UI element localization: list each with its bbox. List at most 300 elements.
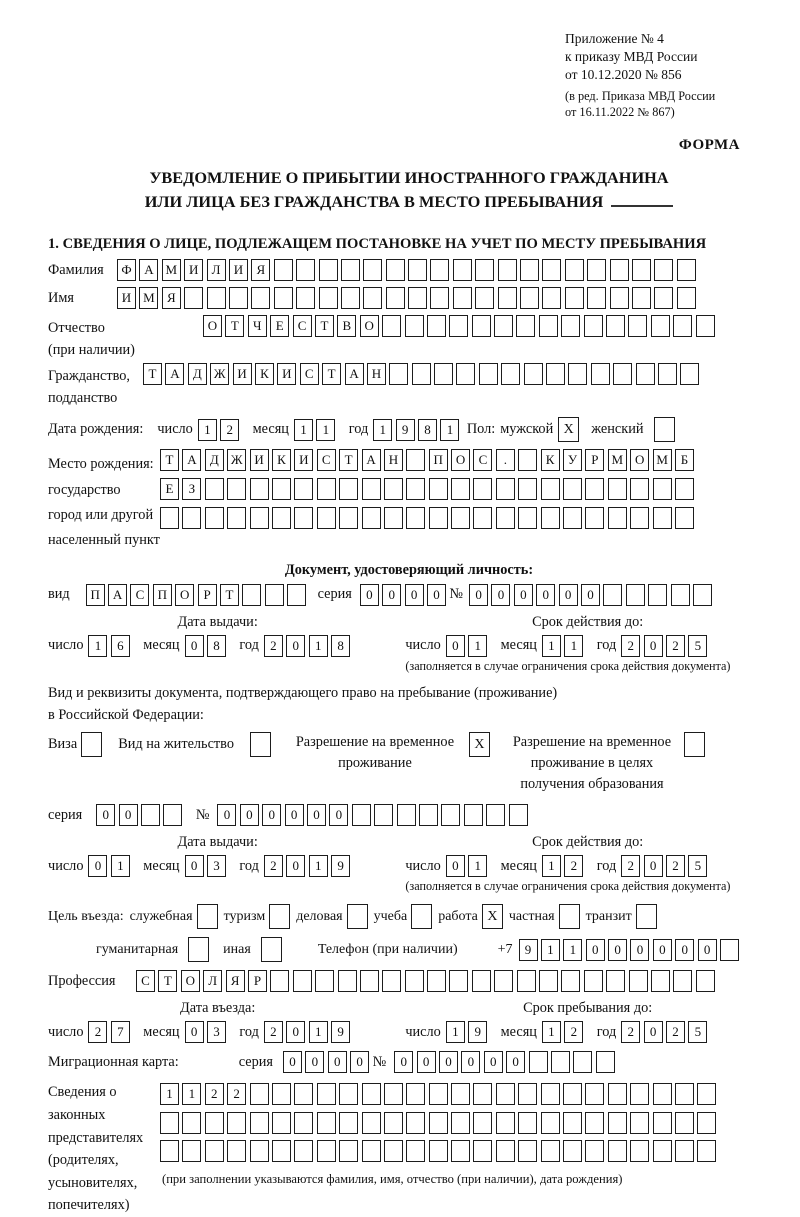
entry-day-input[interactable] <box>88 1021 133 1043</box>
char-box[interactable] <box>680 363 699 385</box>
char-box[interactable]: Т <box>339 449 358 471</box>
char-box[interactable] <box>563 1140 582 1162</box>
char-box[interactable] <box>405 315 424 337</box>
char-box[interactable] <box>451 1140 470 1162</box>
char-box[interactable]: 0 <box>644 1021 663 1043</box>
char-box[interactable]: 1 <box>294 419 313 441</box>
char-box[interactable]: О <box>360 315 379 337</box>
char-box[interactable]: Д <box>205 449 224 471</box>
char-box[interactable] <box>626 584 645 606</box>
residence-number-input[interactable] <box>217 804 530 826</box>
char-box[interactable] <box>274 259 293 281</box>
purpose-work-checkbox[interactable]: X <box>482 904 503 929</box>
char-box[interactable] <box>205 478 224 500</box>
residence-issue-year-input[interactable] <box>264 855 354 877</box>
char-box[interactable]: 0 <box>491 584 510 606</box>
char-box[interactable]: 0 <box>644 635 663 657</box>
char-box[interactable]: А <box>182 449 201 471</box>
char-box[interactable] <box>596 1051 615 1073</box>
char-box[interactable] <box>184 287 203 309</box>
birth-place-input-row3[interactable] <box>160 507 697 529</box>
char-box[interactable] <box>563 1083 582 1105</box>
char-box[interactable]: 1 <box>160 1083 179 1105</box>
char-box[interactable]: 0 <box>328 1051 347 1073</box>
char-box[interactable]: 2 <box>205 1083 224 1105</box>
purpose-business-checkbox[interactable] <box>197 904 218 929</box>
char-box[interactable]: 0 <box>119 804 138 826</box>
char-box[interactable]: А <box>362 449 381 471</box>
char-box[interactable]: Е <box>160 478 179 500</box>
char-box[interactable]: 2 <box>220 419 239 441</box>
char-box[interactable] <box>568 363 587 385</box>
char-box[interactable] <box>541 1083 560 1105</box>
char-box[interactable]: 7 <box>111 1021 130 1043</box>
char-box[interactable]: П <box>86 584 105 606</box>
char-box[interactable]: 0 <box>698 939 717 961</box>
visa-checkbox[interactable] <box>81 732 102 757</box>
char-box[interactable] <box>630 1083 649 1105</box>
char-box[interactable] <box>496 1140 515 1162</box>
char-box[interactable]: К <box>272 449 291 471</box>
char-box[interactable] <box>509 804 528 826</box>
char-box[interactable] <box>473 1140 492 1162</box>
char-box[interactable] <box>397 804 416 826</box>
char-box[interactable] <box>287 584 306 606</box>
residence-valid-day-input[interactable] <box>446 855 491 877</box>
char-box[interactable] <box>606 970 625 992</box>
char-box[interactable]: С <box>317 449 336 471</box>
temp-residence-checkbox[interactable]: X <box>469 732 490 757</box>
char-box[interactable]: 0 <box>630 939 649 961</box>
doc-valid-year-input[interactable] <box>621 635 711 657</box>
char-box[interactable] <box>473 507 492 529</box>
char-box[interactable]: Ч <box>248 315 267 337</box>
char-box[interactable] <box>628 315 647 337</box>
char-box[interactable] <box>272 478 291 500</box>
migration-number-input[interactable] <box>394 1051 618 1073</box>
char-box[interactable] <box>451 1112 470 1134</box>
char-box[interactable] <box>319 259 338 281</box>
char-box[interactable]: 0 <box>608 939 627 961</box>
char-box[interactable] <box>294 1140 313 1162</box>
char-box[interactable]: 0 <box>285 804 304 826</box>
char-box[interactable] <box>693 584 712 606</box>
char-box[interactable]: 2 <box>88 1021 107 1043</box>
char-box[interactable]: А <box>108 584 127 606</box>
purpose-commercial-checkbox[interactable] <box>347 904 368 929</box>
surname-input[interactable] <box>117 259 699 281</box>
char-box[interactable] <box>496 1083 515 1105</box>
char-box[interactable] <box>408 259 427 281</box>
char-box[interactable] <box>429 1112 448 1134</box>
char-box[interactable] <box>163 804 182 826</box>
char-box[interactable] <box>496 507 515 529</box>
doc-issue-day-input[interactable] <box>88 635 133 657</box>
birth-place-input-row2[interactable] <box>160 478 697 500</box>
char-box[interactable]: 0 <box>382 584 401 606</box>
char-box[interactable] <box>386 259 405 281</box>
char-box[interactable]: 1 <box>446 1021 465 1043</box>
residence-issue-day-input[interactable] <box>88 855 133 877</box>
char-box[interactable] <box>227 1112 246 1134</box>
char-box[interactable]: М <box>653 449 672 471</box>
stay-year-input[interactable] <box>621 1021 711 1043</box>
char-box[interactable]: 1 <box>309 1021 328 1043</box>
purpose-humanitarian-checkbox[interactable] <box>188 937 209 962</box>
char-box[interactable] <box>673 315 692 337</box>
char-box[interactable]: 1 <box>88 635 107 657</box>
char-box[interactable]: Я <box>251 259 270 281</box>
char-box[interactable] <box>294 1083 313 1105</box>
residence-issue-month-input[interactable] <box>185 855 230 877</box>
char-box[interactable] <box>517 970 536 992</box>
char-box[interactable] <box>585 1140 604 1162</box>
char-box[interactable]: 0 <box>240 804 259 826</box>
char-box[interactable] <box>608 507 627 529</box>
char-box[interactable] <box>486 804 505 826</box>
char-box[interactable] <box>250 478 269 500</box>
char-box[interactable]: А <box>139 259 158 281</box>
char-box[interactable]: 2 <box>564 855 583 877</box>
char-box[interactable] <box>250 1083 269 1105</box>
char-box[interactable]: 1 <box>564 635 583 657</box>
char-box[interactable] <box>541 1112 560 1134</box>
char-box[interactable] <box>341 259 360 281</box>
char-box[interactable]: 9 <box>331 1021 350 1043</box>
char-box[interactable] <box>610 259 629 281</box>
char-box[interactable]: Б <box>675 449 694 471</box>
char-box[interactable]: 1 <box>542 635 561 657</box>
char-box[interactable] <box>362 1112 381 1134</box>
char-box[interactable]: 0 <box>439 1051 458 1073</box>
char-box[interactable]: 1 <box>541 939 560 961</box>
char-box[interactable] <box>518 449 537 471</box>
char-box[interactable] <box>654 287 673 309</box>
char-box[interactable]: 1 <box>468 855 487 877</box>
char-box[interactable] <box>584 315 603 337</box>
char-box[interactable]: 9 <box>331 855 350 877</box>
char-box[interactable] <box>654 259 673 281</box>
char-box[interactable] <box>675 507 694 529</box>
char-box[interactable] <box>473 478 492 500</box>
char-box[interactable] <box>591 363 610 385</box>
doc-number-input[interactable] <box>469 584 715 606</box>
char-box[interactable] <box>632 287 651 309</box>
char-box[interactable] <box>294 507 313 529</box>
char-box[interactable]: А <box>345 363 364 385</box>
sex-female-checkbox[interactable] <box>654 417 675 442</box>
char-box[interactable] <box>205 1112 224 1134</box>
char-box[interactable] <box>539 970 558 992</box>
char-box[interactable] <box>675 478 694 500</box>
char-box[interactable]: Н <box>367 363 386 385</box>
birth-day-input[interactable] <box>198 419 243 441</box>
char-box[interactable] <box>451 1083 470 1105</box>
char-box[interactable] <box>360 970 379 992</box>
char-box[interactable] <box>653 1083 672 1105</box>
citizenship-input[interactable] <box>143 363 703 385</box>
char-box[interactable] <box>529 1051 548 1073</box>
char-box[interactable]: 0 <box>417 1051 436 1073</box>
doc-type-input[interactable] <box>86 584 310 606</box>
char-box[interactable] <box>524 363 543 385</box>
char-box[interactable] <box>441 804 460 826</box>
char-box[interactable] <box>636 363 655 385</box>
char-box[interactable]: Ж <box>210 363 229 385</box>
char-box[interactable] <box>565 287 584 309</box>
representatives-input-row1[interactable] <box>160 1083 720 1105</box>
char-box[interactable] <box>606 315 625 337</box>
char-box[interactable]: С <box>130 584 149 606</box>
purpose-private-checkbox[interactable] <box>559 904 580 929</box>
char-box[interactable] <box>498 259 517 281</box>
char-box[interactable] <box>160 507 179 529</box>
char-box[interactable] <box>250 507 269 529</box>
char-box[interactable]: 0 <box>305 1051 324 1073</box>
char-box[interactable] <box>632 259 651 281</box>
char-box[interactable] <box>419 804 438 826</box>
char-box[interactable] <box>453 287 472 309</box>
char-box[interactable]: 0 <box>217 804 236 826</box>
char-box[interactable] <box>651 970 670 992</box>
char-box[interactable] <box>630 1112 649 1134</box>
char-box[interactable]: 0 <box>283 1051 302 1073</box>
char-box[interactable] <box>182 1112 201 1134</box>
patronymic-input[interactable] <box>203 315 718 337</box>
char-box[interactable] <box>339 1140 358 1162</box>
char-box[interactable]: 0 <box>286 1021 305 1043</box>
char-box[interactable] <box>451 507 470 529</box>
char-box[interactable] <box>339 1112 358 1134</box>
char-box[interactable] <box>363 287 382 309</box>
char-box[interactable] <box>675 1140 694 1162</box>
purpose-tourism-checkbox[interactable] <box>269 904 290 929</box>
char-box[interactable]: 0 <box>586 939 605 961</box>
char-box[interactable]: В <box>337 315 356 337</box>
char-box[interactable] <box>584 970 603 992</box>
char-box[interactable] <box>317 507 336 529</box>
char-box[interactable] <box>585 507 604 529</box>
entry-year-input[interactable] <box>264 1021 354 1043</box>
char-box[interactable]: 0 <box>446 635 465 657</box>
sex-male-checkbox[interactable]: X <box>558 417 579 442</box>
char-box[interactable] <box>227 507 246 529</box>
char-box[interactable]: М <box>139 287 158 309</box>
representatives-input-row3[interactable] <box>160 1140 720 1162</box>
char-box[interactable] <box>317 478 336 500</box>
char-box[interactable]: 2 <box>564 1021 583 1043</box>
char-box[interactable] <box>563 1112 582 1134</box>
char-box[interactable]: И <box>277 363 296 385</box>
char-box[interactable]: 9 <box>468 1021 487 1043</box>
char-box[interactable] <box>205 507 224 529</box>
char-box[interactable]: 0 <box>329 804 348 826</box>
char-box[interactable]: 0 <box>446 855 465 877</box>
char-box[interactable] <box>546 363 565 385</box>
char-box[interactable] <box>696 970 715 992</box>
doc-series-input[interactable] <box>360 584 450 606</box>
char-box[interactable]: 2 <box>666 855 685 877</box>
char-box[interactable] <box>430 259 449 281</box>
char-box[interactable] <box>518 478 537 500</box>
char-box[interactable]: 2 <box>666 1021 685 1043</box>
char-box[interactable] <box>697 1140 716 1162</box>
char-box[interactable]: Т <box>322 363 341 385</box>
char-box[interactable] <box>408 287 427 309</box>
char-box[interactable]: О <box>451 449 470 471</box>
stay-day-input[interactable] <box>446 1021 491 1043</box>
char-box[interactable]: Е <box>270 315 289 337</box>
char-box[interactable]: Ж <box>227 449 246 471</box>
char-box[interactable] <box>673 970 692 992</box>
char-box[interactable] <box>406 478 425 500</box>
char-box[interactable]: 9 <box>396 419 415 441</box>
char-box[interactable] <box>518 1083 537 1105</box>
char-box[interactable] <box>630 1140 649 1162</box>
char-box[interactable]: Т <box>143 363 162 385</box>
char-box[interactable] <box>406 507 425 529</box>
char-box[interactable] <box>160 1112 179 1134</box>
char-box[interactable]: С <box>300 363 319 385</box>
char-box[interactable] <box>362 478 381 500</box>
char-box[interactable]: 0 <box>675 939 694 961</box>
char-box[interactable] <box>587 259 606 281</box>
char-box[interactable]: М <box>608 449 627 471</box>
char-box[interactable]: О <box>203 315 222 337</box>
char-box[interactable] <box>653 507 672 529</box>
char-box[interactable] <box>610 287 629 309</box>
char-box[interactable] <box>475 287 494 309</box>
char-box[interactable] <box>585 478 604 500</box>
representatives-input-row2[interactable] <box>160 1112 720 1134</box>
char-box[interactable]: 1 <box>563 939 582 961</box>
char-box[interactable] <box>541 507 560 529</box>
char-box[interactable] <box>427 315 446 337</box>
char-box[interactable]: О <box>181 970 200 992</box>
char-box[interactable]: 3 <box>207 1021 226 1043</box>
char-box[interactable] <box>561 315 580 337</box>
doc-valid-month-input[interactable] <box>542 635 587 657</box>
char-box[interactable]: 5 <box>688 635 707 657</box>
char-box[interactable] <box>542 287 561 309</box>
char-box[interactable]: 1 <box>542 855 561 877</box>
char-box[interactable] <box>317 1083 336 1105</box>
char-box[interactable]: И <box>184 259 203 281</box>
char-box[interactable] <box>412 363 431 385</box>
char-box[interactable] <box>406 1140 425 1162</box>
char-box[interactable] <box>315 970 334 992</box>
char-box[interactable]: С <box>136 970 155 992</box>
char-box[interactable] <box>675 1112 694 1134</box>
char-box[interactable] <box>272 1112 291 1134</box>
char-box[interactable]: 1 <box>309 855 328 877</box>
char-box[interactable] <box>516 315 535 337</box>
char-box[interactable]: Ф <box>117 259 136 281</box>
char-box[interactable] <box>520 287 539 309</box>
char-box[interactable] <box>541 478 560 500</box>
char-box[interactable]: Я <box>226 970 245 992</box>
char-box[interactable] <box>384 1112 403 1134</box>
char-box[interactable] <box>274 287 293 309</box>
char-box[interactable] <box>272 1083 291 1105</box>
char-box[interactable] <box>541 1140 560 1162</box>
char-box[interactable] <box>352 804 371 826</box>
char-box[interactable] <box>339 478 358 500</box>
char-box[interactable] <box>429 1140 448 1162</box>
char-box[interactable]: 0 <box>185 635 204 657</box>
char-box[interactable]: 8 <box>418 419 437 441</box>
char-box[interactable]: Т <box>225 315 244 337</box>
char-box[interactable]: 0 <box>484 1051 503 1073</box>
char-box[interactable] <box>472 970 491 992</box>
doc-issue-month-input[interactable] <box>185 635 230 657</box>
char-box[interactable] <box>498 287 517 309</box>
char-box[interactable] <box>429 507 448 529</box>
char-box[interactable] <box>341 287 360 309</box>
char-box[interactable] <box>384 478 403 500</box>
char-box[interactable]: Р <box>198 584 217 606</box>
char-box[interactable]: Я <box>162 287 181 309</box>
char-box[interactable] <box>382 970 401 992</box>
char-box[interactable] <box>539 315 558 337</box>
char-box[interactable] <box>479 363 498 385</box>
char-box[interactable]: 0 <box>559 584 578 606</box>
char-box[interactable]: 6 <box>111 635 130 657</box>
char-box[interactable]: 2 <box>621 855 640 877</box>
char-box[interactable] <box>675 1083 694 1105</box>
char-box[interactable]: 2 <box>264 855 283 877</box>
char-box[interactable] <box>434 363 453 385</box>
char-box[interactable] <box>296 287 315 309</box>
char-box[interactable] <box>671 584 690 606</box>
char-box[interactable] <box>227 478 246 500</box>
char-box[interactable]: С <box>473 449 492 471</box>
char-box[interactable]: И <box>229 259 248 281</box>
profession-input[interactable] <box>136 970 718 992</box>
residence-valid-year-input[interactable] <box>621 855 711 877</box>
char-box[interactable] <box>270 970 289 992</box>
char-box[interactable]: Т <box>315 315 334 337</box>
char-box[interactable]: 8 <box>331 635 350 657</box>
char-box[interactable] <box>362 507 381 529</box>
char-box[interactable]: А <box>165 363 184 385</box>
char-box[interactable] <box>429 478 448 500</box>
char-box[interactable] <box>384 507 403 529</box>
char-box[interactable] <box>339 507 358 529</box>
char-box[interactable] <box>677 287 696 309</box>
char-box[interactable] <box>542 259 561 281</box>
char-box[interactable]: Т <box>158 970 177 992</box>
char-box[interactable] <box>696 315 715 337</box>
char-box[interactable]: Л <box>203 970 222 992</box>
char-box[interactable] <box>565 259 584 281</box>
char-box[interactable]: О <box>175 584 194 606</box>
char-box[interactable]: 0 <box>644 855 663 877</box>
char-box[interactable]: 1 <box>373 419 392 441</box>
char-box[interactable] <box>207 287 226 309</box>
char-box[interactable] <box>720 939 739 961</box>
char-box[interactable] <box>653 478 672 500</box>
char-box[interactable]: 1 <box>542 1021 561 1043</box>
purpose-other-checkbox[interactable] <box>261 937 282 962</box>
char-box[interactable] <box>494 970 513 992</box>
char-box[interactable] <box>374 804 393 826</box>
char-box[interactable] <box>697 1083 716 1105</box>
char-box[interactable] <box>160 1140 179 1162</box>
char-box[interactable]: С <box>293 315 312 337</box>
char-box[interactable]: 0 <box>427 584 446 606</box>
char-box[interactable] <box>494 315 513 337</box>
